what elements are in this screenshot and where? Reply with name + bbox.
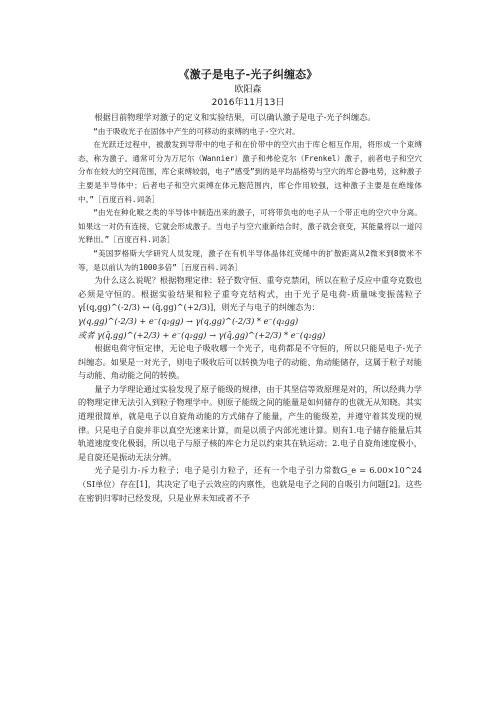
quote-rutgers: “美国罗格斯大学研究人员发现，激子在有机半导体晶体红荧烯中的扩散距离从2微米到8微米不等，是以前认为的1000多倍”［百度百科.词条］	[78, 248, 422, 272]
paragraph-quantum-mechanics: 量子力学理论通过实验发现了原子能级的规律，由于其坚信等效原理是对的，所以经典力学的物理定律无法引入到粒子物理学中。则原子能级之间的能量是如何储存的也就无从知晓。其实道理很简单，就是电子以自旋角动能的方式储存了能量，产生的能级差，并遵守着其发现的规律。只是电子自旋并非以真空光速来计算，而是以质子内部光速计算。则有1.电子储存能量后其轨道速度变化极弱，所以电子与原子核的库仑力足以约束其在轨运动；2.电子自旋角速度极小，是自旋还是振动无法分辨。	[78, 383, 422, 462]
paragraph-reasoning: 为什么这么说呢？根据物理定律：轻子数守恒、重夸克禁闭，所以在粒子反应中重夸克数也必须是守恒的。根据实验结果和粒子重夸克结构式，由于光子是电荷-质量味变振荡粒子γ[(q,gg)^(-2/3) ↔ (q̄,gg)^(+2/3)]，则光子与电子的纠缠态为：	[78, 275, 422, 313]
quote-explanation: 在光跃迁过程中，被激发到导带中的电子和在价带中的空穴由于库仑相互作用，将形成一个束缚态，称为激子。通常可分为万尼尔（Wannier）激子和弗伦克尔（Frenkel）激子，前者电子和空穴分布在较大的空间范围，库仑束缚较弱，电子“感受”到的是平均晶格势与空穴的库仑静电势，这种激子主要是半导体中；后者电子和空穴束缚在体元胞范围内，库仑作用较强，这种激子主要是在绝缘体中。”［百度百科.词条］	[78, 140, 422, 204]
formula-entanglement: γ(q,gg)^(-2/3) + e⁻(q₂gg) → γ(q,gg)^(-2/3) * e⁻(q₂gg)	[78, 315, 299, 326]
paragraph-charge-conservation: 根据电荷守恒定律，无论电子吸收哪一个光子，电荷都是不守恒的，所以只能是电子-光子纠缠态。如果是一对光子，则电子吸收后可以转换为电子的动能、角动能储存，这属于粒子对能与动能、角动能之间的转换。	[78, 343, 422, 381]
document-title: 《激子是电子-光子纠缠态》	[178, 68, 318, 81]
paragraph-gravity-constant: 光子是引力-斥力粒子；电子是引力粒子，还有一个电子引力常数G_e = 6.00×10^24（SI单位）存在[1]，其决定了电子云效应的内禀性，也就是电子之间的自吸引力问题[2]。这些在密钥归零时已经发现，只是业界未知或者不予	[78, 465, 422, 503]
publish-date: 2016年11月13日	[211, 98, 285, 108]
article-body	[78, 111, 422, 505]
author-name: 欧阳森	[234, 85, 262, 95]
formula-alternative: 或者 γ(q̄,gg)^(+2/3) + e⁻(q₂gg) → γ(q̄,gg)^(+2/3) * e⁻(q₂gg)	[78, 329, 326, 340]
paragraph-intro: 根据目前物理学对激子的定义和实验结果，可以确认激子是电子-光子纠缠态。	[94, 112, 376, 122]
quote-semiconductor: “由光在种化喉之类的半导体中制造出来的激子，可将带负电的电子从一个带正电的空穴中分离。如果这一对仍有连接，它就会形成激子。当电子与空穴重新结合时，激子就会衰变，其能量将以一道闪光释出。”［百度百科.词条］	[78, 208, 422, 245]
quote-definition: “由于吸收光子在固体中产生的可移动的束缚的电子-空穴对。	[93, 126, 300, 136]
